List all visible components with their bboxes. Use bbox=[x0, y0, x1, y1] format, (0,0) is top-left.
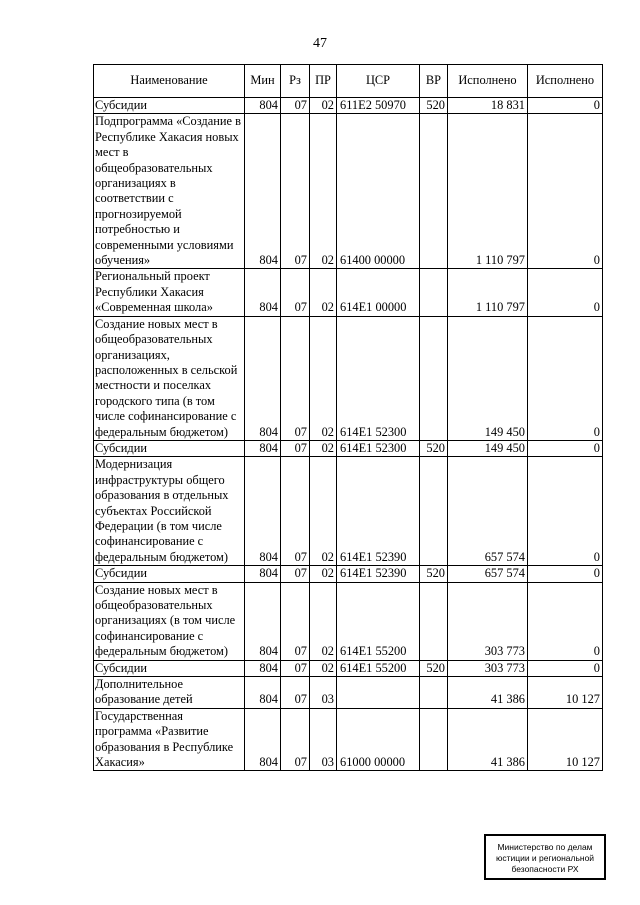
row-pr: 02 bbox=[310, 114, 337, 269]
row-executed-1: 657 574 bbox=[448, 457, 528, 566]
row-executed-1: 18 831 bbox=[448, 98, 528, 114]
row-rz: 07 bbox=[281, 566, 310, 582]
row-executed-1: 41 386 bbox=[448, 708, 528, 771]
row-executed-1: 657 574 bbox=[448, 566, 528, 582]
row-executed-2: 0 bbox=[528, 114, 603, 269]
row-executed-2: 0 bbox=[528, 566, 603, 582]
stamp-line: безопасности РХ bbox=[511, 864, 579, 874]
row-min: 804 bbox=[245, 660, 281, 676]
stamp-line: Министерство по делам bbox=[497, 842, 593, 852]
ministry-stamp bbox=[484, 834, 606, 880]
row-name: Региональный проект Республики Хакасия «Современная школа» bbox=[94, 269, 245, 316]
row-min: 804 bbox=[245, 269, 281, 316]
row-csr bbox=[337, 677, 420, 709]
row-vr: 520 bbox=[420, 440, 448, 456]
row-executed-2: 0 bbox=[528, 582, 603, 660]
row-vr bbox=[420, 269, 448, 316]
row-pr: 02 bbox=[310, 316, 337, 440]
header-min: Мин bbox=[245, 65, 281, 98]
row-executed-2: 0 bbox=[528, 98, 603, 114]
row-executed-1: 149 450 bbox=[448, 440, 528, 456]
header-csr: ЦСР bbox=[337, 65, 420, 98]
header-executed-1: Исполнено bbox=[448, 65, 528, 98]
row-pr: 02 bbox=[310, 582, 337, 660]
table-row bbox=[94, 660, 603, 676]
row-rz: 07 bbox=[281, 114, 310, 269]
row-csr: 61400 00000 bbox=[337, 114, 420, 269]
row-vr: 520 bbox=[420, 566, 448, 582]
row-name: Субсидии bbox=[94, 98, 245, 114]
row-pr: 03 bbox=[310, 708, 337, 771]
row-pr: 02 bbox=[310, 566, 337, 582]
row-pr: 02 bbox=[310, 660, 337, 676]
row-pr: 02 bbox=[310, 269, 337, 316]
row-vr: 520 bbox=[420, 660, 448, 676]
row-executed-1: 303 773 bbox=[448, 660, 528, 676]
row-rz: 07 bbox=[281, 440, 310, 456]
row-executed-2: 10 127 bbox=[528, 677, 603, 709]
row-pr: 03 bbox=[310, 677, 337, 709]
row-vr bbox=[420, 316, 448, 440]
row-name: Создание новых мест в общеобразовательных организациях, расположенных в сельской местности и поселках городского типа (в том числе софинансирование с федеральным бюджетом) bbox=[94, 316, 245, 440]
row-name: Субсидии bbox=[94, 566, 245, 582]
row-min: 804 bbox=[245, 582, 281, 660]
row-rz: 07 bbox=[281, 660, 310, 676]
row-name: Дополнительное образование детей bbox=[94, 677, 245, 709]
row-pr: 02 bbox=[310, 440, 337, 456]
row-executed-2: 0 bbox=[528, 457, 603, 566]
table-row bbox=[94, 582, 603, 660]
row-min: 804 bbox=[245, 114, 281, 269]
row-name: Модернизация инфраструктуры общего образования в отдельных субъектах Российской Федерации (в том числе софинансирование с федеральным бюджетом) bbox=[94, 457, 245, 566]
table-row bbox=[94, 269, 603, 316]
row-rz: 07 bbox=[281, 269, 310, 316]
table-row bbox=[94, 440, 603, 456]
budget-table bbox=[93, 64, 603, 771]
row-vr bbox=[420, 708, 448, 771]
row-rz: 07 bbox=[281, 457, 310, 566]
row-min: 804 bbox=[245, 440, 281, 456]
header-executed-2: Исполнено bbox=[528, 65, 603, 98]
row-executed-1: 1 110 797 bbox=[448, 269, 528, 316]
row-rz: 07 bbox=[281, 316, 310, 440]
table-row bbox=[94, 566, 603, 582]
table-row bbox=[94, 457, 603, 566]
row-vr bbox=[420, 582, 448, 660]
row-pr: 02 bbox=[310, 98, 337, 114]
row-executed-1: 149 450 bbox=[448, 316, 528, 440]
table-row bbox=[94, 316, 603, 440]
header-name: Наименование bbox=[94, 65, 245, 98]
row-csr: 614Е1 52300 bbox=[337, 316, 420, 440]
header-rz: Рз bbox=[281, 65, 310, 98]
row-csr: 614Е1 00000 bbox=[337, 269, 420, 316]
row-csr: 614Е1 52390 bbox=[337, 457, 420, 566]
row-min: 804 bbox=[245, 98, 281, 114]
row-executed-2: 0 bbox=[528, 660, 603, 676]
row-executed-1: 303 773 bbox=[448, 582, 528, 660]
row-csr: 61000 00000 bbox=[337, 708, 420, 771]
row-executed-1: 1 110 797 bbox=[448, 114, 528, 269]
table-row bbox=[94, 708, 603, 771]
row-min: 804 bbox=[245, 708, 281, 771]
page-number: 47 bbox=[313, 36, 327, 51]
row-csr: 614Е1 55200 bbox=[337, 660, 420, 676]
table-row bbox=[94, 114, 603, 269]
row-rz: 07 bbox=[281, 708, 310, 771]
table-row bbox=[94, 98, 603, 114]
row-vr: 520 bbox=[420, 98, 448, 114]
row-name: Субсидии bbox=[94, 440, 245, 456]
row-rz: 07 bbox=[281, 98, 310, 114]
header-pr: ПР bbox=[310, 65, 337, 98]
row-name: Подпрограмма «Создание в Республике Хакасия новых мест в общеобразовательных организациях в соответствии с прогнозируемой потребностью и современными условиями обучения» bbox=[94, 114, 245, 269]
row-min: 804 bbox=[245, 457, 281, 566]
row-name: Государственная программа «Развитие образования в Республике Хакасия» bbox=[94, 708, 245, 771]
row-rz: 07 bbox=[281, 582, 310, 660]
table-row bbox=[94, 677, 603, 709]
row-name: Субсидии bbox=[94, 660, 245, 676]
row-executed-1: 41 386 bbox=[448, 677, 528, 709]
row-vr bbox=[420, 457, 448, 566]
row-min: 804 bbox=[245, 677, 281, 709]
header-vr: ВР bbox=[420, 65, 448, 98]
stamp-line: юстиции и региональной bbox=[495, 853, 595, 863]
row-csr: 614Е1 55200 bbox=[337, 582, 420, 660]
row-vr bbox=[420, 677, 448, 709]
row-executed-2: 10 127 bbox=[528, 708, 603, 771]
row-csr: 611Е2 50970 bbox=[337, 98, 420, 114]
row-name: Создание новых мест в общеобразовательных организациях (в том числе софинансирование с федеральным бюджетом) bbox=[94, 582, 245, 660]
row-executed-2: 0 bbox=[528, 440, 603, 456]
row-executed-2: 0 bbox=[528, 316, 603, 440]
row-csr: 614Е1 52300 bbox=[337, 440, 420, 456]
table-header-row bbox=[94, 65, 603, 98]
row-rz: 07 bbox=[281, 677, 310, 709]
row-csr: 614Е1 52390 bbox=[337, 566, 420, 582]
row-vr bbox=[420, 114, 448, 269]
row-min: 804 bbox=[245, 566, 281, 582]
row-pr: 02 bbox=[310, 457, 337, 566]
row-executed-2: 0 bbox=[528, 269, 603, 316]
row-min: 804 bbox=[245, 316, 281, 440]
